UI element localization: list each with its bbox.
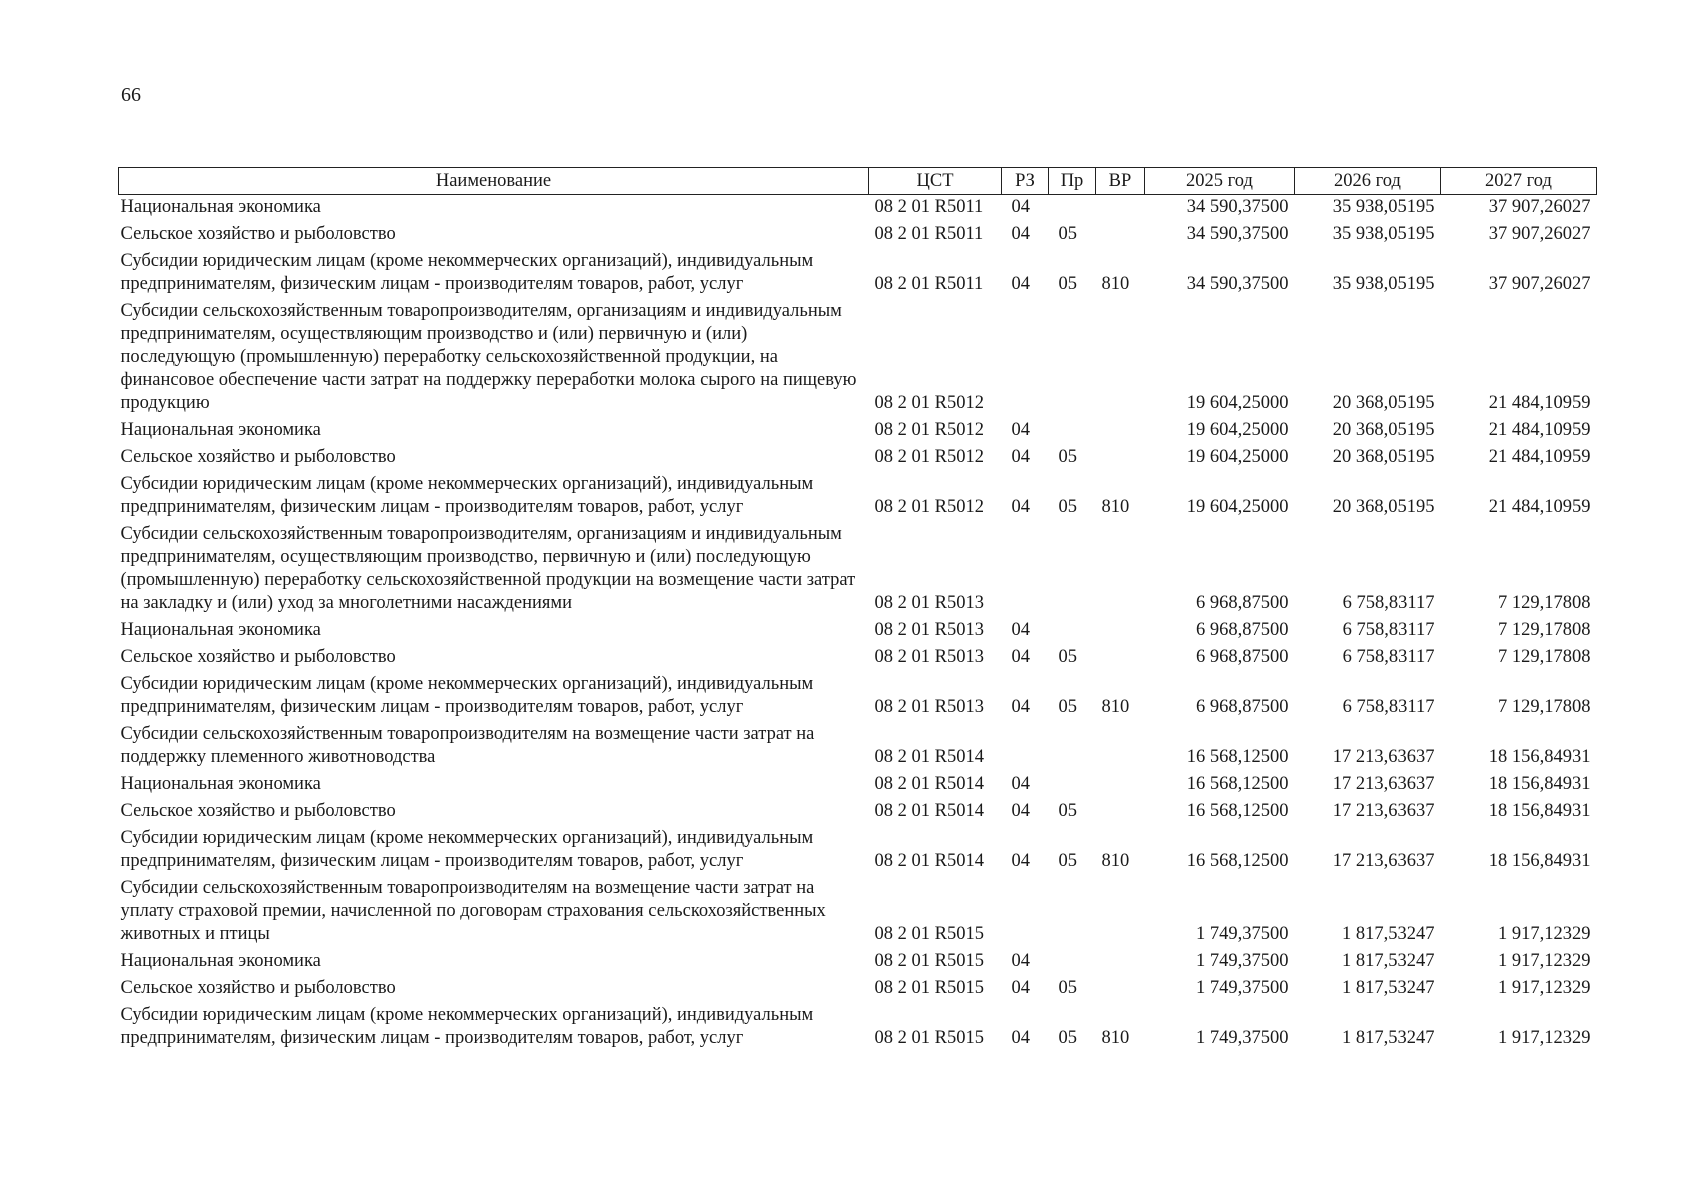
cell-2026: 17 213,63637 [1332, 774, 1435, 794]
cell-vr [1096, 222, 1145, 249]
cell-2027: 18 156,84931 [1488, 801, 1591, 821]
cell-pr: 05 [1058, 497, 1077, 517]
cell-2025: 34 590,37500 [1186, 224, 1289, 244]
cell-cst: 08 2 01 R5014 [874, 801, 984, 821]
cell-name: Сельское хозяйство и рыболовство [120, 801, 396, 821]
cell-2027: 21 484,10959 [1488, 447, 1591, 467]
cell-2026: 35 938,05195 [1332, 224, 1435, 244]
cell-vr [1096, 195, 1145, 223]
cell-cst: 08 2 01 R5013 [874, 647, 984, 667]
cell-pr: 05 [1058, 274, 1077, 294]
cell-2025: 19 604,25000 [1186, 447, 1289, 467]
header-vr: ВР [1096, 168, 1145, 195]
cell-2027: 7 129,17808 [1498, 593, 1591, 613]
cell-2026: 1 817,53247 [1342, 978, 1435, 998]
cell-2027: 1 917,12329 [1498, 951, 1591, 971]
table-row [119, 522, 1597, 618]
cell-2027: 18 156,84931 [1488, 747, 1591, 767]
cell-vr: 810 [1101, 1028, 1130, 1048]
cell-2027: 1 917,12329 [1498, 924, 1591, 944]
cell-name: Сельское хозяйство и рыболовство [120, 978, 396, 998]
cell-rz [1002, 522, 1049, 618]
header-row [119, 168, 1597, 195]
cell-rz: 04 [1011, 801, 1030, 821]
cell-pr [1049, 618, 1096, 645]
table-row [119, 418, 1597, 445]
cell-2027: 21 484,10959 [1488, 497, 1591, 517]
cell-2027: 7 129,17808 [1498, 620, 1591, 640]
cell-name: Субсидии сельскохозяйственным товаропроизводителям, организациям и индивидуальным предпринимателям, осуществляющим производство, первичную и (или) последующую (промышленную) переработку сельскохозяйственной продукции на возмещение части затрат на закладку и (или) уход за многолетними насаждениями [120, 524, 856, 613]
cell-pr: 05 [1058, 1028, 1077, 1048]
header-cst: ЦСТ [869, 168, 1002, 195]
table-row [119, 1003, 1597, 1053]
header-2025: 2025 год [1145, 168, 1295, 195]
cell-2025: 1 749,37500 [1196, 924, 1289, 944]
cell-name: Субсидии сельскохозяйственным товаропроизводителям, организациям и индивидуальным предпринимателям, осуществляющим производство и (или) первичную и (или) последующую (промышленную) переработку сельскохозяйственной продукции, на финансовое обеспечение части затрат на поддержку переработки молока сырого на пищевую продукцию [120, 301, 857, 413]
cell-rz: 04 [1011, 224, 1030, 244]
cell-cst: 08 2 01 R5014 [874, 774, 984, 794]
cell-2026: 6 758,83117 [1342, 647, 1435, 667]
table-header [119, 168, 1597, 195]
cell-vr [1096, 799, 1145, 826]
cell-2026: 6 758,83117 [1342, 620, 1435, 640]
cell-2027: 7 129,17808 [1498, 647, 1591, 667]
cell-cst: 08 2 01 R5014 [874, 747, 984, 767]
table-body [119, 195, 1597, 1054]
cell-2027: 37 907,26027 [1488, 197, 1591, 217]
cell-name: Субсидии сельскохозяйственным товаропроизводителям на возмещение части затрат на уплату страховой премии, начисленной по договорам страхования сельскохозяйственных животных и птицы [120, 878, 826, 944]
cell-vr: 810 [1101, 274, 1130, 294]
cell-rz: 04 [1011, 851, 1030, 871]
budget-table [118, 167, 1597, 1053]
cell-pr [1049, 772, 1096, 799]
cell-cst: 08 2 01 R5011 [874, 197, 984, 217]
cell-2026: 17 213,63637 [1332, 747, 1435, 767]
cell-vr [1096, 522, 1145, 618]
table-row [119, 876, 1597, 949]
cell-2025: 16 568,12500 [1186, 801, 1289, 821]
cell-2026: 6 758,83117 [1342, 697, 1435, 717]
cell-vr [1096, 618, 1145, 645]
cell-rz: 04 [1011, 497, 1030, 517]
cell-cst: 08 2 01 R5015 [874, 924, 984, 944]
cell-vr [1096, 772, 1145, 799]
cell-name: Субсидии юридическим лицам (кроме некоммерческих организаций), индивидуальным предпринимателям, физическим лицам - производителям товаров, работ, услуг [120, 674, 814, 717]
table-row [119, 799, 1597, 826]
cell-cst: 08 2 01 R5013 [874, 620, 984, 640]
cell-pr [1049, 876, 1096, 949]
cell-vr [1096, 445, 1145, 472]
cell-2026: 1 817,53247 [1342, 924, 1435, 944]
cell-pr [1049, 299, 1096, 418]
cell-name: Национальная экономика [120, 420, 321, 440]
cell-rz [1002, 876, 1049, 949]
cell-2025: 6 968,87500 [1196, 593, 1289, 613]
cell-pr [1049, 949, 1096, 976]
cell-rz: 04 [1011, 274, 1030, 294]
cell-vr: 810 [1101, 697, 1130, 717]
table-row [119, 722, 1597, 772]
cell-2025: 6 968,87500 [1196, 620, 1289, 640]
cell-2027: 18 156,84931 [1488, 774, 1591, 794]
cell-pr [1049, 418, 1096, 445]
cell-vr [1096, 645, 1145, 672]
cell-name: Национальная экономика [120, 197, 321, 217]
cell-2025: 34 590,37500 [1186, 197, 1289, 217]
cell-name: Субсидии юридическим лицам (кроме некоммерческих организаций), индивидуальным предпринимателям, физическим лицам - производителям товаров, работ, услуг [120, 1005, 814, 1048]
cell-vr [1096, 976, 1145, 1003]
table-row [119, 195, 1597, 223]
cell-rz: 04 [1011, 447, 1030, 467]
cell-cst: 08 2 01 R5012 [874, 420, 984, 440]
cell-cst: 08 2 01 R5012 [874, 497, 984, 517]
cell-vr: 810 [1101, 851, 1130, 871]
cell-2025: 6 968,87500 [1196, 697, 1289, 717]
cell-name: Сельское хозяйство и рыболовство [120, 647, 396, 667]
table-row [119, 222, 1597, 249]
header-2027: 2027 год [1441, 168, 1597, 195]
cell-rz: 04 [1011, 951, 1030, 971]
cell-2027: 37 907,26027 [1488, 274, 1591, 294]
cell-2027: 7 129,17808 [1498, 697, 1591, 717]
cell-2025: 16 568,12500 [1186, 774, 1289, 794]
cell-name: Субсидии юридическим лицам (кроме некоммерческих организаций), индивидуальным предпринимателям, физическим лицам - производителям товаров, работ, услуг [120, 251, 814, 294]
cell-cst: 08 2 01 R5015 [874, 978, 984, 998]
cell-cst: 08 2 01 R5015 [874, 951, 984, 971]
cell-vr [1096, 418, 1145, 445]
cell-rz: 04 [1011, 774, 1030, 794]
cell-2027: 18 156,84931 [1488, 851, 1591, 871]
cell-name: Национальная экономика [120, 620, 321, 640]
cell-name: Сельское хозяйство и рыболовство [120, 224, 396, 244]
cell-pr: 05 [1058, 447, 1077, 467]
cell-vr [1096, 722, 1145, 772]
cell-cst: 08 2 01 R5013 [874, 697, 984, 717]
cell-rz: 04 [1011, 197, 1030, 217]
cell-2025: 19 604,25000 [1186, 393, 1289, 413]
cell-pr: 05 [1058, 224, 1077, 244]
table-row [119, 249, 1597, 299]
cell-rz: 04 [1011, 978, 1030, 998]
page-number: 66 [121, 84, 141, 106]
cell-pr [1049, 722, 1096, 772]
cell-2026: 35 938,05195 [1332, 197, 1435, 217]
cell-rz: 04 [1011, 697, 1030, 717]
table-row [119, 472, 1597, 522]
cell-cst: 08 2 01 R5011 [874, 274, 984, 294]
table-row [119, 445, 1597, 472]
cell-pr [1049, 195, 1096, 223]
cell-cst: 08 2 01 R5015 [874, 1028, 984, 1048]
table-row [119, 976, 1597, 1003]
cell-rz: 04 [1011, 620, 1030, 640]
table-row [119, 618, 1597, 645]
cell-rz: 04 [1011, 647, 1030, 667]
table-row [119, 772, 1597, 799]
cell-pr [1049, 522, 1096, 618]
table-row [119, 299, 1597, 418]
cell-2027: 21 484,10959 [1488, 420, 1591, 440]
cell-2025: 1 749,37500 [1196, 951, 1289, 971]
cell-vr [1096, 949, 1145, 976]
cell-name: Субсидии юридическим лицам (кроме некоммерческих организаций), индивидуальным предпринимателям, физическим лицам - производителям товаров, работ, услуг [120, 474, 814, 517]
budget-table-container [118, 167, 1596, 1053]
cell-2026: 1 817,53247 [1342, 951, 1435, 971]
cell-cst: 08 2 01 R5013 [874, 593, 984, 613]
cell-2025: 16 568,12500 [1186, 851, 1289, 871]
cell-pr: 05 [1058, 697, 1077, 717]
cell-2026: 35 938,05195 [1332, 274, 1435, 294]
cell-2026: 20 368,05195 [1332, 393, 1435, 413]
cell-2026: 17 213,63637 [1332, 801, 1435, 821]
cell-2026: 1 817,53247 [1342, 1028, 1435, 1048]
cell-2025: 1 749,37500 [1196, 1028, 1289, 1048]
header-2026: 2026 год [1295, 168, 1441, 195]
cell-2025: 19 604,25000 [1186, 420, 1289, 440]
cell-2027: 37 907,26027 [1488, 224, 1591, 244]
cell-vr: 810 [1101, 497, 1130, 517]
cell-name: Субсидии юридическим лицам (кроме некоммерческих организаций), индивидуальным предпринимателям, физическим лицам - производителям товаров, работ, услуг [120, 828, 814, 871]
cell-rz [1002, 722, 1049, 772]
cell-cst: 08 2 01 R5012 [874, 393, 984, 413]
cell-2026: 20 368,05195 [1332, 420, 1435, 440]
cell-2027: 21 484,10959 [1488, 393, 1591, 413]
table-row [119, 672, 1597, 722]
table-row [119, 826, 1597, 876]
cell-2026: 20 368,05195 [1332, 497, 1435, 517]
cell-2025: 16 568,12500 [1186, 747, 1289, 767]
cell-2026: 20 368,05195 [1332, 447, 1435, 467]
cell-name: Национальная экономика [120, 951, 321, 971]
cell-2027: 1 917,12329 [1498, 978, 1591, 998]
cell-pr: 05 [1058, 647, 1077, 667]
cell-pr: 05 [1058, 801, 1077, 821]
cell-cst: 08 2 01 R5012 [874, 447, 984, 467]
header-rz: РЗ [1002, 168, 1049, 195]
cell-rz: 04 [1011, 1028, 1030, 1048]
table-row [119, 645, 1597, 672]
cell-name: Сельское хозяйство и рыболовство [120, 447, 396, 467]
cell-cst: 08 2 01 R5014 [874, 851, 984, 871]
table-row [119, 949, 1597, 976]
cell-rz [1002, 299, 1049, 418]
cell-2025: 19 604,25000 [1186, 497, 1289, 517]
header-pr: Пр [1049, 168, 1096, 195]
cell-pr: 05 [1058, 851, 1077, 871]
header-name: Наименование [119, 168, 869, 195]
cell-name: Национальная экономика [120, 774, 321, 794]
cell-cst: 08 2 01 R5011 [874, 224, 984, 244]
cell-2026: 6 758,83117 [1342, 593, 1435, 613]
cell-rz: 04 [1011, 420, 1030, 440]
cell-name: Субсидии сельскохозяйственным товаропроизводителям на возмещение части затрат на поддержку племенного животноводства [120, 724, 815, 767]
cell-2027: 1 917,12329 [1498, 1028, 1591, 1048]
cell-vr [1096, 299, 1145, 418]
cell-2026: 17 213,63637 [1332, 851, 1435, 871]
cell-2025: 34 590,37500 [1186, 274, 1289, 294]
cell-vr [1096, 876, 1145, 949]
cell-2025: 1 749,37500 [1196, 978, 1289, 998]
cell-pr: 05 [1058, 978, 1077, 998]
cell-2025: 6 968,87500 [1196, 647, 1289, 667]
